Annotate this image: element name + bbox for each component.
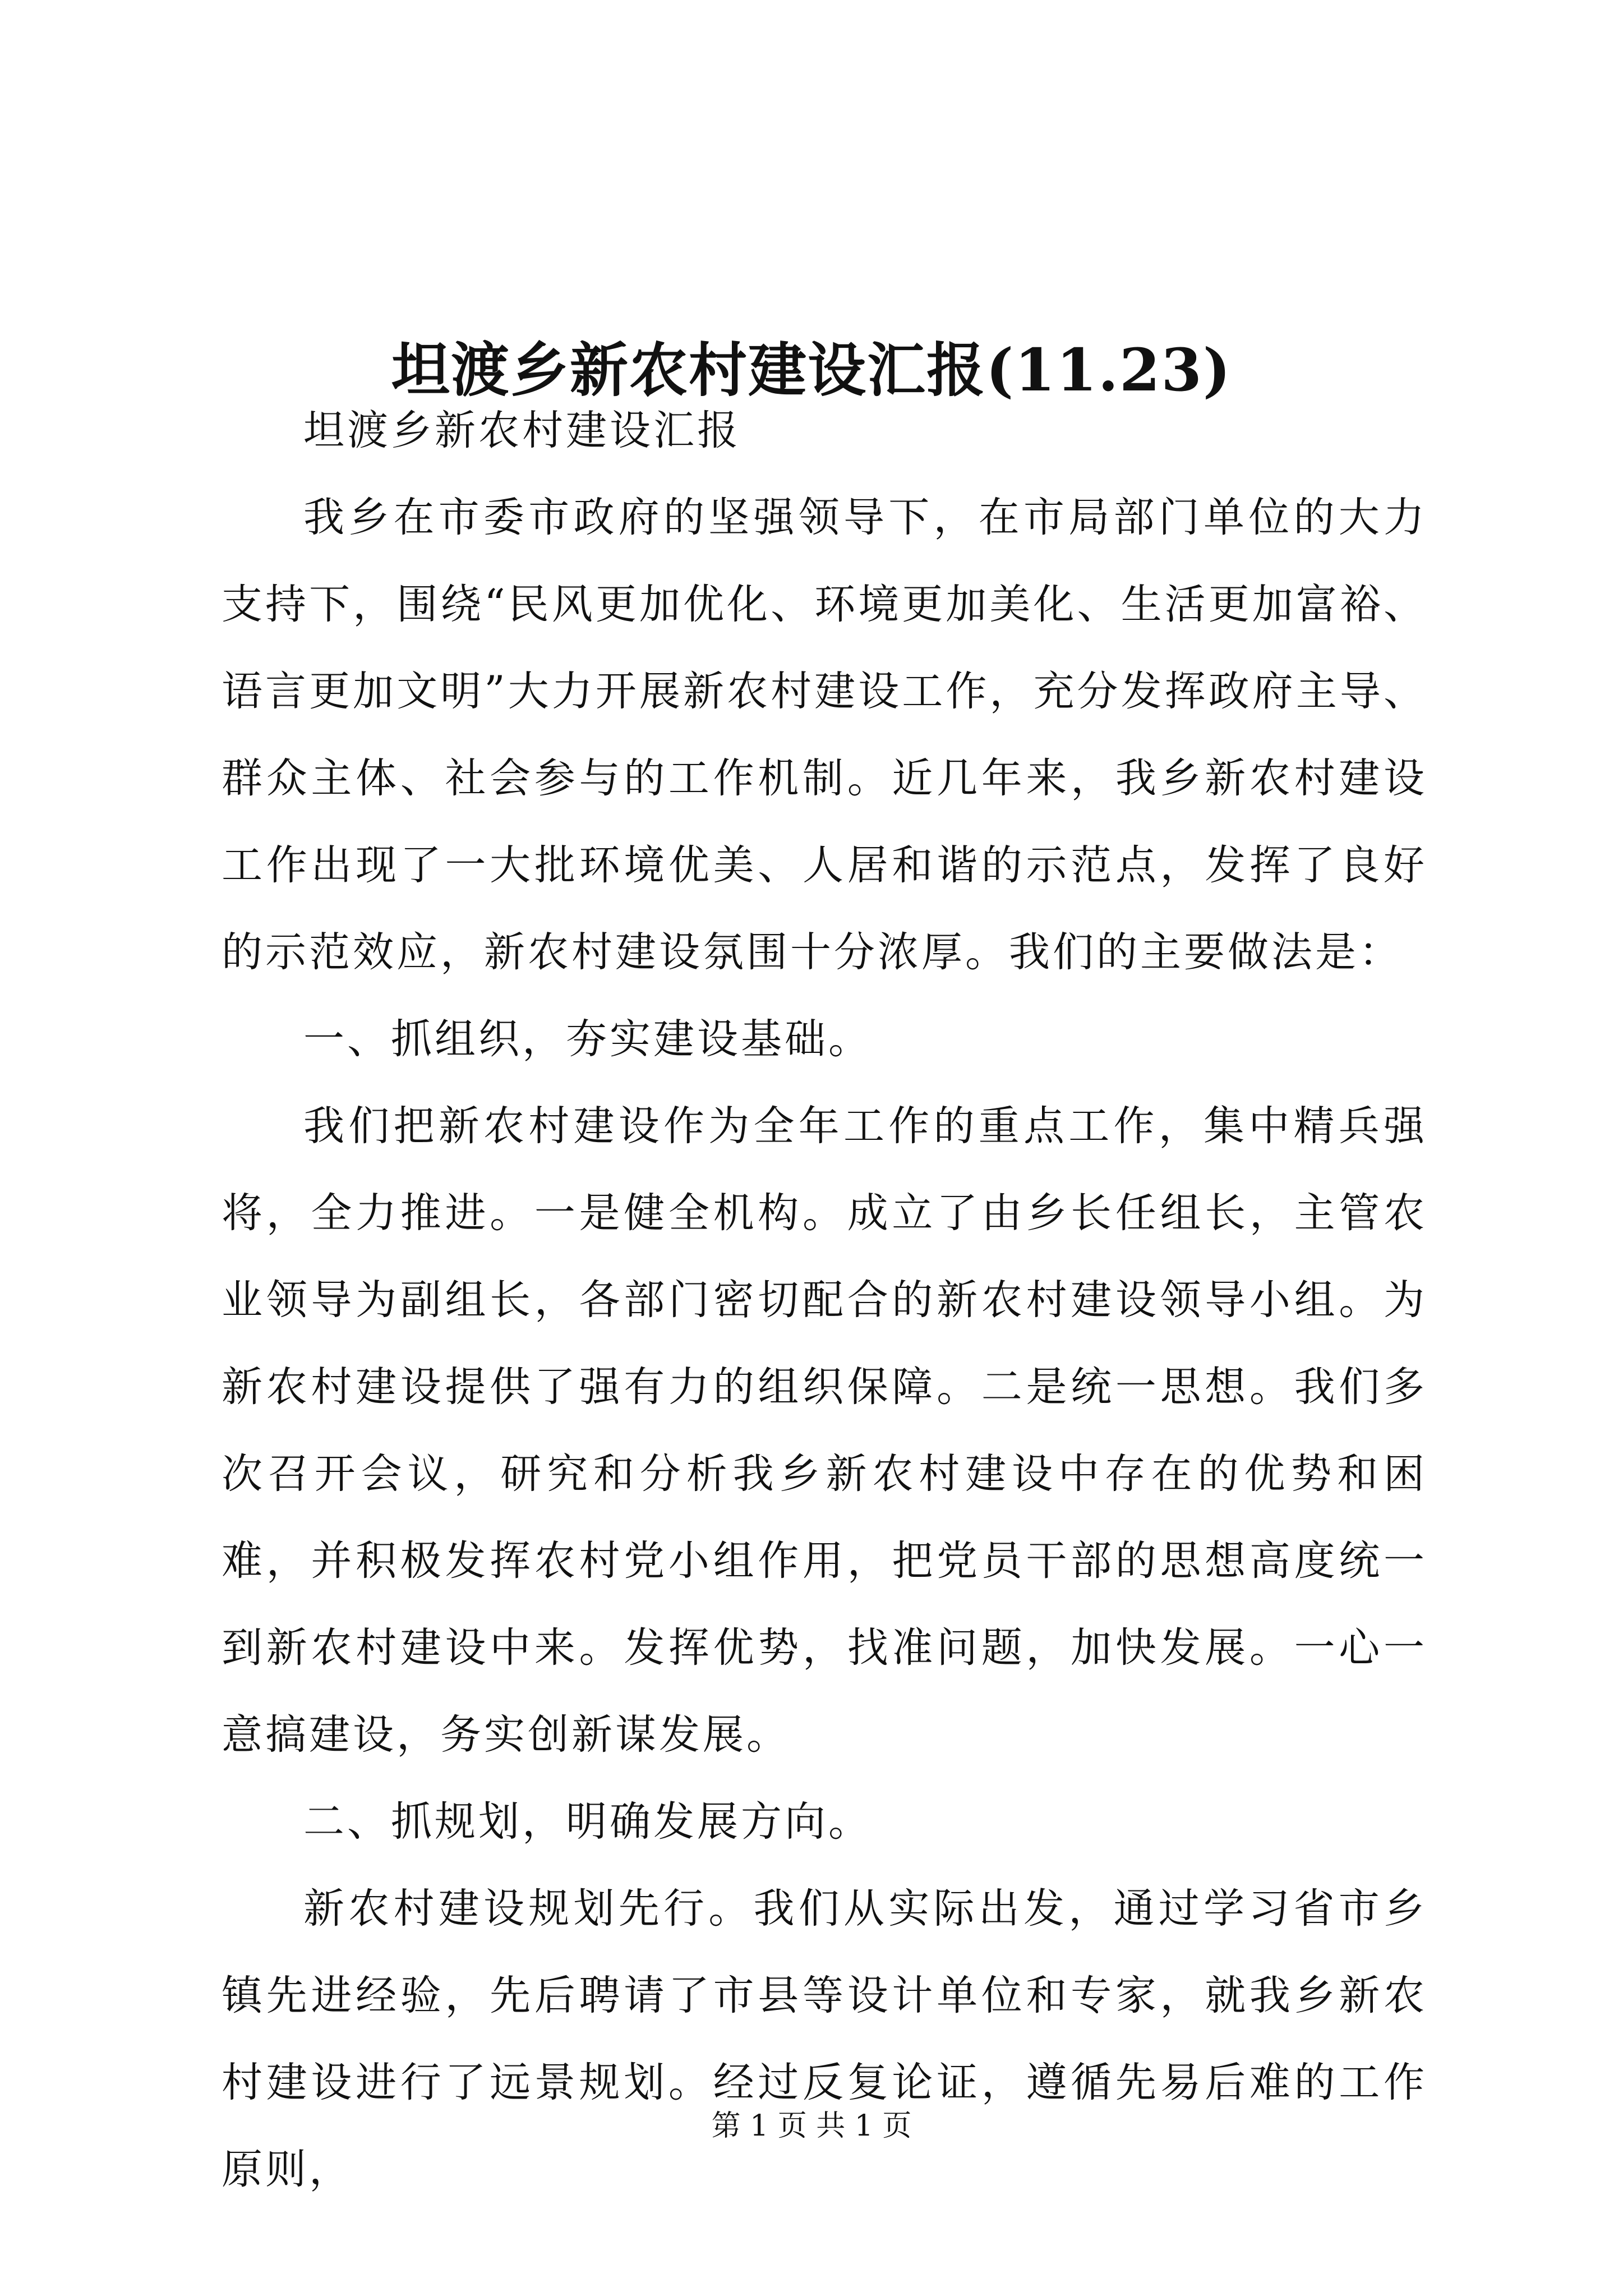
page-number-footer: 第 1 页 共 1 页 bbox=[711, 2109, 912, 2143]
section-heading-organization: 一、抓组织，夯实建设基础。 bbox=[303, 1015, 872, 1063]
paragraph-organization: 我们把新农村建设作为全年工作的重点工作，集中精兵强将，全力推进。一是健全机构。成立了由乡长任组长，主管农业领导为副组长，各部门密切配合的新农村建设领导小组。为新农村建设提供了强有力的组织保障。二是统一思想。我们多次召开会议，研究和分析我乡新农村建设中存在的优势和困难，并积极发挥农村党小组作用，把党员干部的思想高度统一到新农村建设中来。发挥优势，找准问题，加快发展。一心一意搞建设，务实创新谋发展。 bbox=[222, 1102, 1427, 1759]
document-body bbox=[222, 387, 1427, 2213]
paragraph-subtitle: 坦渡乡新农村建设汇报 bbox=[303, 407, 741, 454]
paragraph-planning: 新农村建设规划先行。我们从实际出发，通过学习省市乡镇先进经验，先后聘请了市县等设计单位和专家，就我乡新农村建设进行了远景规划。经过反复论证，遵循先易后难的工作原则， bbox=[222, 1885, 1427, 2193]
paragraph-intro: 我乡在市委市政府的坚强领导下，在市局部门单位的大力支持下，围绕“民风更加优化、环境更加美化、生活更加富裕、语言更加文明”大力开展新农村建设工作，充分发挥政府主导、群众主体、社会参与的工作机制。近几年来，我乡新农村建设工作出现了一大批环境优美、人居和谐的示范点，发挥了良好的示范效应，新农村建设氛围十分浓厚。我们的主要做法是： bbox=[222, 494, 1427, 976]
section-heading-planning: 二、抓规划，明确发展方向。 bbox=[303, 1798, 872, 1846]
document-title: 坦渡乡新农村建设汇报(11.23) bbox=[391, 335, 1232, 404]
